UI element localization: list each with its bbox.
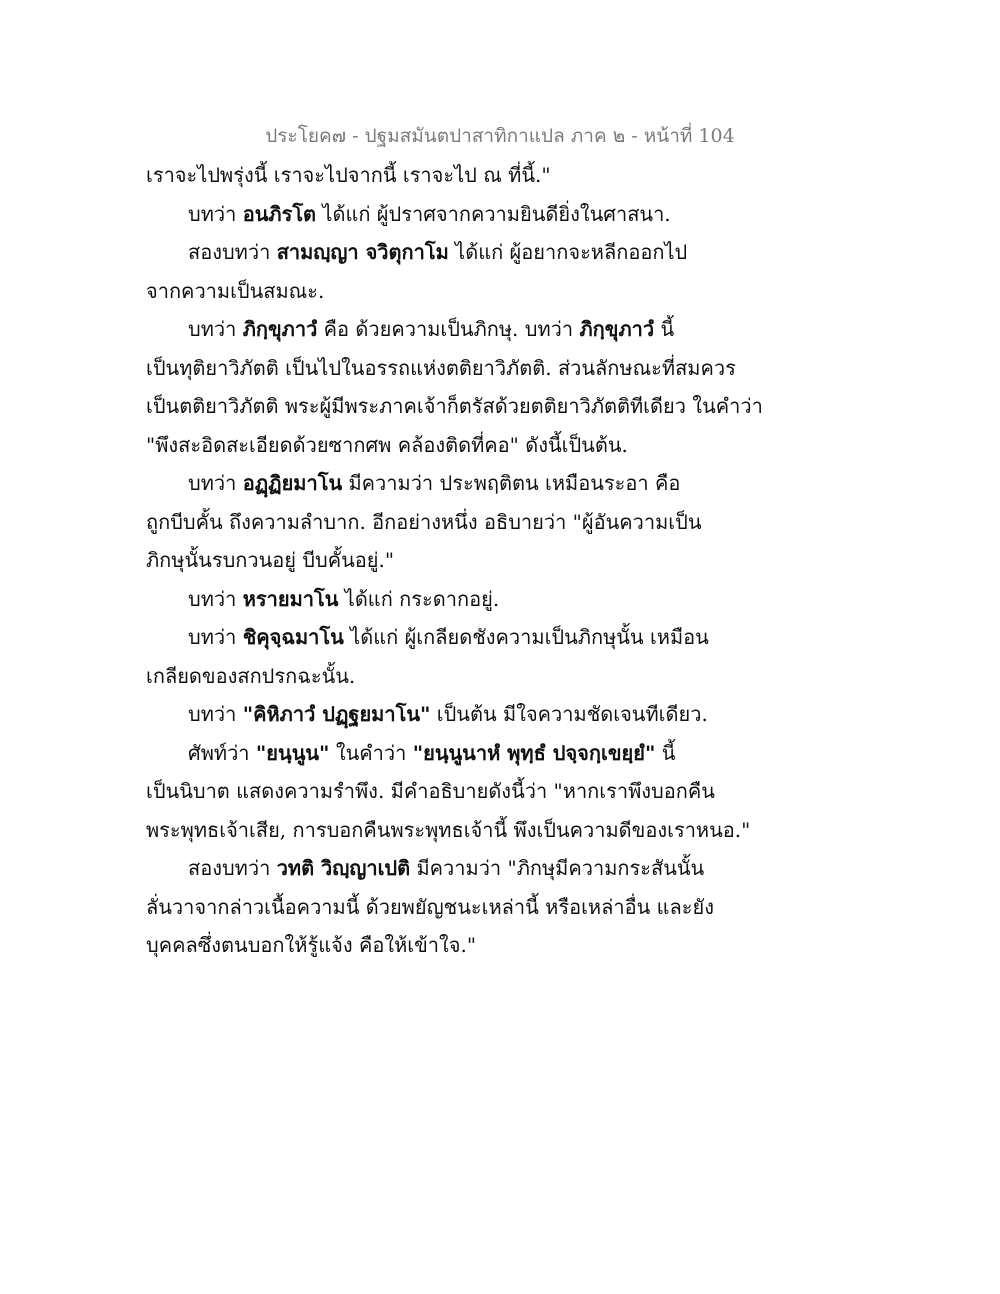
text-line: เป็นนิบาต แสดงความรำพึง. มีคำอธิบายดังนี้ว่า "หากเราพึงบอกคืน — [146, 779, 715, 803]
paragraph-gihibhava — [146, 695, 866, 734]
text-run: บทว่า — [188, 471, 243, 495]
paragraph-vadati — [146, 849, 866, 888]
pali-term: ชิคุจฺฉมาโน — [242, 625, 344, 649]
pali-term: "ยนฺนูน" — [255, 740, 330, 765]
text-line: ลั่นวาจากล่าวเนื้อความนี้ ด้วยพยัญชนะเหล่านี้ หรือเหล่าอื่น และยัง — [146, 894, 714, 919]
text-run: สองบทว่า — [188, 240, 277, 264]
pali-term: สามญฺญา จวิตุกาโม — [276, 240, 449, 264]
text-run: ได้แก่ กระดากอยู่. — [338, 586, 500, 611]
text-run: คือ ด้วยความเป็นภิกษุ. บทว่า — [317, 317, 580, 341]
text-line: เราจะไปพรุ่งนี้ เราจะไปจากนี้ เราจะไป ณ ที่นี้." — [146, 163, 551, 187]
page-body — [146, 156, 866, 965]
text-run: บทว่า — [188, 702, 243, 726]
text-run: บทว่า — [188, 317, 243, 341]
text-run: ได้แก่ ผู้ปราศจากความยินดียิ่งในศาสนา. — [316, 201, 671, 226]
text-line: "พึงสะอิดสะเอียดด้วยซากศพ คล้องติดที่คอ" ดังนี้เป็นต้น. — [146, 432, 628, 457]
paragraph-attiyamano — [146, 464, 866, 503]
pali-term: อนภิรโต — [242, 201, 317, 226]
text-run: มีความว่า ประพฤติตน เหมือนระอา คือ — [342, 471, 681, 495]
pali-term: ภิกฺขุภาวํ — [242, 317, 318, 341]
paragraph-jigucchamano — [146, 618, 866, 657]
paragraph-samanna — [146, 233, 866, 272]
text-run: เป็นต้น มีใจความชัดเจนทีเดียว. — [430, 702, 708, 726]
text-line: จากความเป็นสมณะ. — [146, 278, 325, 303]
text-line: พระพุทธเจ้าเสีย, การบอกคืนพระพุทธเจ้านี้ พึงเป็นความดีของเราหนอ." — [146, 817, 751, 842]
pali-term: ภิกฺขุภาวํ — [579, 317, 655, 341]
text-line: บุคคลซึ่งตนบอกให้รู้แจ้ง คือให้เข้าใจ." — [146, 933, 477, 957]
pali-term: อฏฺฏิยมาโน — [242, 471, 343, 495]
pali-term: หรายมาโน — [242, 586, 339, 611]
text-run: มีความว่า "ภิกษุมีความกระสันนั้น — [410, 856, 705, 880]
text-run: ศัพท์ว่า — [188, 740, 256, 765]
pali-term: วทติ วิญฺญาเปติ — [276, 856, 411, 880]
page-header: ประโยค๗ - ปฐมสมันตปาสาทิกาแปล ภาค ๒ - หน้าที่ 104 — [265, 125, 735, 147]
text-run: สองบทว่า — [188, 856, 277, 880]
text-line: เป็นตติยาวิภัตติ พระผู้มีพระภาคเจ้าก็ตรัสด้วยตติยาวิภัตติทีเดียว ในคำว่า — [146, 394, 763, 418]
text-line: เป็นทุติยาวิภัตติ เป็นไปในอรรถแห่งตติยาวิภัตติ. ส่วนลักษณะที่สมควร — [146, 355, 736, 380]
text-run: บทว่า — [188, 586, 243, 611]
paragraph-yannuna — [146, 734, 866, 773]
text-line: ภิกษุนั้นรบกวนอยู่ บีบคั้นอยู่." — [146, 548, 395, 572]
text-run: ได้แก่ ผู้เกลียดชังความเป็นภิกษุนั้น เหมือน — [343, 625, 709, 649]
pali-term: "ยนฺนูนาหํ พุทฺธํ ปจฺจกฺเขยฺยํ" — [412, 740, 656, 765]
paragraph-anabhirato — [146, 195, 866, 234]
text-run: ได้แก่ ผู้อยากจะหลีกออกไป — [448, 240, 688, 264]
paragraph-harayamano — [146, 580, 866, 619]
text-line: ถูกบีบคั้น ถึงความลำบาก. อีกอย่างหนึ่ง อธิบายว่า "ผู้อันความเป็น — [146, 509, 702, 534]
pali-term: "คิหิภาวํ ปฏฺฐยมาโน" — [242, 702, 431, 726]
text-run: บทว่า — [188, 201, 243, 226]
text-run: บทว่า — [188, 625, 243, 649]
text-run: นี้ — [655, 740, 676, 765]
paragraph-bhikkhubhava — [146, 310, 866, 349]
text-run: นี้ — [654, 317, 675, 341]
text-run: ในคำว่า — [329, 740, 413, 765]
text-line: เกลียดของสกปรกฉะนั้น. — [146, 663, 356, 688]
